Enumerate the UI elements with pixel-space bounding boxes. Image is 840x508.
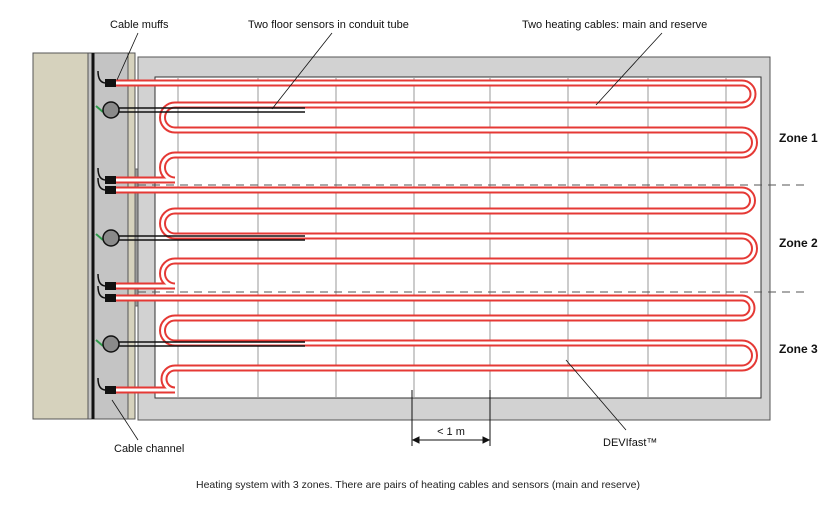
cable-muffs-label: Cable muffs (110, 19, 169, 31)
zone-3-label: Zone 3 (779, 342, 818, 356)
zone-2-label: Zone 2 (779, 236, 818, 250)
cable-channel-label: Cable channel (114, 443, 185, 455)
cable-muff-icon (105, 186, 116, 194)
floor-sensor-icon (103, 102, 119, 118)
spacing-label: < 1 m (437, 426, 465, 438)
floor-sensor-icon (103, 230, 119, 246)
cable-muff-icon (105, 282, 116, 290)
cable-muff-icon (105, 176, 116, 184)
wall (33, 53, 90, 419)
devifast-label: DEVIfast™ (603, 437, 658, 449)
zone-1-label: Zone 1 (779, 131, 818, 145)
diagram-caption: Heating system with 3 zones. There are pairs of heating cables and sensors (main and reserve) (196, 479, 640, 491)
cable-muff-icon (105, 79, 116, 87)
cable-muff-icon (105, 386, 116, 394)
floor-sensor-icon (103, 336, 119, 352)
floor-sensors-label: Two floor sensors in conduit tube (248, 19, 409, 31)
cable-muff-icon (105, 294, 116, 302)
heating-cables-label: Two heating cables: main and reserve (522, 19, 708, 31)
